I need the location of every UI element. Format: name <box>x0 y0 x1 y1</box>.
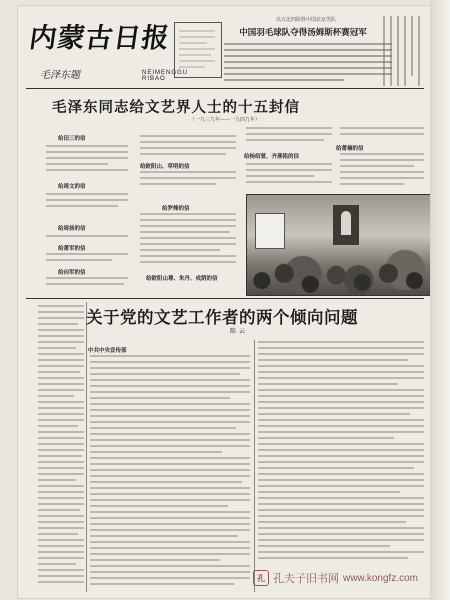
masthead-rule <box>26 88 424 89</box>
news-photo <box>246 194 430 296</box>
letter-title: 给杨绍萱、齐燕铭的信 <box>244 154 300 160</box>
photo-window <box>255 213 285 249</box>
edition-info-box <box>174 22 222 78</box>
newspaper-page <box>18 6 430 598</box>
left-feature-text-lines <box>38 302 84 592</box>
letters-right-text-lines <box>244 124 428 190</box>
letters-left-text-lines <box>38 142 134 292</box>
masthead-romanized: NEIMENGGU RIBAO <box>142 70 189 82</box>
second-story-body-left <box>90 354 250 592</box>
letters-middle-text-lines <box>136 132 240 292</box>
letters-column-left <box>38 142 134 292</box>
second-story-left-text-lines <box>90 354 250 592</box>
watermark-text: 孔夫子旧书网 <box>272 573 339 585</box>
calligraphy-signature: 毛泽东题 <box>40 70 80 81</box>
top-story-body <box>224 40 392 86</box>
letter-title: 给萧楠的信 <box>336 146 364 152</box>
letter-title: 给向军的信 <box>58 270 86 276</box>
main-story-headline: 毛泽东同志给文艺界人士的十五封信 <box>52 100 300 116</box>
top-story-kicker: 以五比四险胜中国北京男队 <box>275 17 336 23</box>
top-right-text-lines <box>380 16 426 86</box>
left-feature-column <box>38 302 84 592</box>
watermark-url: www.kongfz.com <box>342 572 418 584</box>
letter-title: 给田三的信 <box>58 136 86 142</box>
letters-column-right <box>244 124 428 190</box>
edition-info-lines <box>177 25 217 73</box>
column-rule <box>86 302 87 592</box>
second-story-subhead: 中共中央宣传部 <box>88 348 127 354</box>
newspaper-logo: 内蒙古日报 <box>27 23 172 54</box>
column-rule <box>254 340 255 592</box>
letter-title: 给周文的信 <box>58 184 86 190</box>
top-right-column <box>380 16 426 86</box>
photo-speaker-figure <box>341 211 351 235</box>
watermark <box>253 570 418 586</box>
section-rule <box>26 298 424 299</box>
second-story-right-text-lines <box>258 340 424 592</box>
top-story-headline: 中国羽毛球队夺得汤姆斯杯赛冠军 <box>239 27 367 37</box>
letters-column-middle <box>136 132 240 292</box>
letter-title: 给欧阳山尊、朱丹、成荫的信 <box>146 276 218 282</box>
second-story-author: 陈云 <box>230 328 249 335</box>
photo-crowd <box>247 259 430 295</box>
letter-title: 给周扬的信 <box>58 226 86 232</box>
letter-title: 给欧阳山、草明的信 <box>140 164 190 170</box>
kongfz-logo-icon: 孔 <box>253 570 269 586</box>
second-story-body-right <box>258 340 424 592</box>
letter-title: 给萧军的信 <box>58 246 86 252</box>
second-story-headline: 关于党的文艺工作者的两个倾向问题 <box>86 308 358 327</box>
letter-title: 给罗烽的信 <box>162 206 190 212</box>
adjacent-page-edge <box>430 0 450 600</box>
top-story-text-lines <box>224 40 392 86</box>
main-story-date: （一九三九年——一九四九年） <box>190 117 261 123</box>
